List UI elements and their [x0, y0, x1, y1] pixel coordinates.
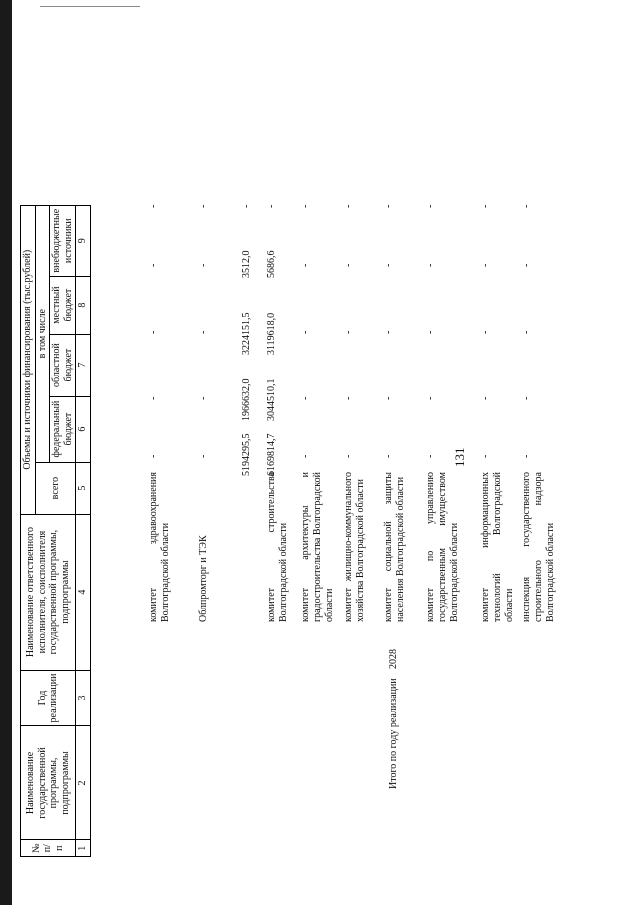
num-9: 9 [76, 205, 91, 276]
row-name: Облпромторг и ТЭК [198, 535, 209, 622]
regional-cell: 3119618,0 [266, 312, 277, 355]
row-name: комитет информационных технологий Волгоградской области [480, 472, 515, 622]
federal-cell: - [383, 396, 394, 400]
federal-cell: 3044510,1 [266, 378, 277, 421]
regional-cell: - [425, 330, 436, 334]
local-cell: - [480, 263, 491, 267]
header-program: Наименование государственной программы, подпрограммы [21, 726, 76, 840]
header-funding: Объемы и источники финансирования (тыс.рублей) [21, 205, 36, 514]
header-num: № п/п [21, 840, 76, 857]
total-cell: 6169814,7 [266, 433, 277, 476]
page-number: 131 [452, 447, 467, 467]
header-total: всего [35, 462, 76, 514]
offbudget-cell: - [425, 204, 436, 208]
total-cell: - [198, 454, 209, 458]
header-local: местный бюджет [50, 276, 76, 334]
num-5: 5 [76, 462, 91, 514]
header-regional: областной бюджет [50, 334, 76, 396]
local-cell: - [521, 263, 532, 267]
local-cell: 5686,6 [266, 250, 277, 278]
header-year: Год реализации [21, 670, 76, 726]
row-name: комитет здравоохранения Волгоградской области [148, 472, 171, 622]
num-3: 3 [76, 670, 91, 726]
local-cell: - [425, 263, 436, 267]
num-1: 1 [76, 840, 91, 857]
federal-cell: 1966632,0 [241, 378, 252, 421]
federal-cell: - [148, 396, 159, 400]
offbudget-cell: - [148, 204, 159, 208]
local-cell: - [148, 263, 159, 267]
year-value: 2028 [388, 649, 399, 669]
num-6: 6 [76, 396, 91, 462]
federal-cell: - [480, 396, 491, 400]
total-cell: - [383, 454, 394, 458]
federal-cell: - [300, 396, 311, 400]
offbudget-cell: - [198, 204, 209, 208]
regional-cell: - [300, 330, 311, 334]
header-offbudget: внебюджетные источники [50, 205, 76, 276]
regional-cell: - [521, 330, 532, 334]
regional-cell: - [383, 330, 394, 334]
federal-cell: - [425, 396, 436, 400]
regional-cell: 3224151,5 [241, 312, 252, 355]
num-4: 4 [76, 514, 91, 670]
regional-cell: - [198, 330, 209, 334]
num-8: 8 [76, 276, 91, 334]
header-executor: Наименование ответственного исполнителя, соисполнителя государственной программы, подпрограммы [21, 514, 76, 670]
regional-cell: - [480, 330, 491, 334]
federal-cell: - [521, 396, 532, 400]
total-cell: - [300, 454, 311, 458]
row-name: комитет жилищно-коммунального хозяйства Волгоградской области [343, 472, 366, 622]
offbudget-cell: - [241, 204, 252, 208]
local-cell: - [343, 263, 354, 267]
offbudget-cell: - [521, 204, 532, 208]
total-cell: - [148, 454, 159, 458]
offbudget-cell: - [300, 204, 311, 208]
federal-cell: - [198, 396, 209, 400]
offbudget-cell: - [266, 204, 277, 208]
total-cell: - [521, 454, 532, 458]
row-name: комитет архитектуры и градостроительства Волгоградской области [300, 471, 335, 622]
federal-cell: - [343, 396, 354, 400]
row-name: инспекция государственного строительного надзора Волгоградской области [521, 472, 556, 622]
header-incl: в том числе [35, 205, 50, 462]
regional-cell: - [343, 330, 354, 334]
header-federal: федеральный бюджет [50, 396, 76, 462]
regional-cell: - [148, 330, 159, 334]
local-cell: - [198, 263, 209, 267]
local-cell: - [383, 263, 394, 267]
total-cell: - [480, 454, 491, 458]
offbudget-cell: - [480, 204, 491, 208]
header-table [20, 205, 91, 857]
total-cell: 5194295,5 [241, 433, 252, 476]
num-7: 7 [76, 334, 91, 396]
row-name: комитет социальной защиты населения Волгоградской области [383, 472, 406, 622]
offbudget-cell: - [343, 204, 354, 208]
local-cell: - [300, 263, 311, 267]
row-name: комитет по управлению государственным имуществом Волгоградской области [425, 472, 460, 622]
total-cell: - [343, 454, 354, 458]
row-name: комитет строительства Волгоградской области [266, 472, 289, 622]
num-2: 2 [76, 726, 91, 840]
offbudget-cell: - [383, 204, 394, 208]
total-label: Итого по году реализации [388, 678, 399, 789]
total-cell: - [425, 454, 436, 458]
local-cell: 3512,0 [241, 250, 252, 278]
